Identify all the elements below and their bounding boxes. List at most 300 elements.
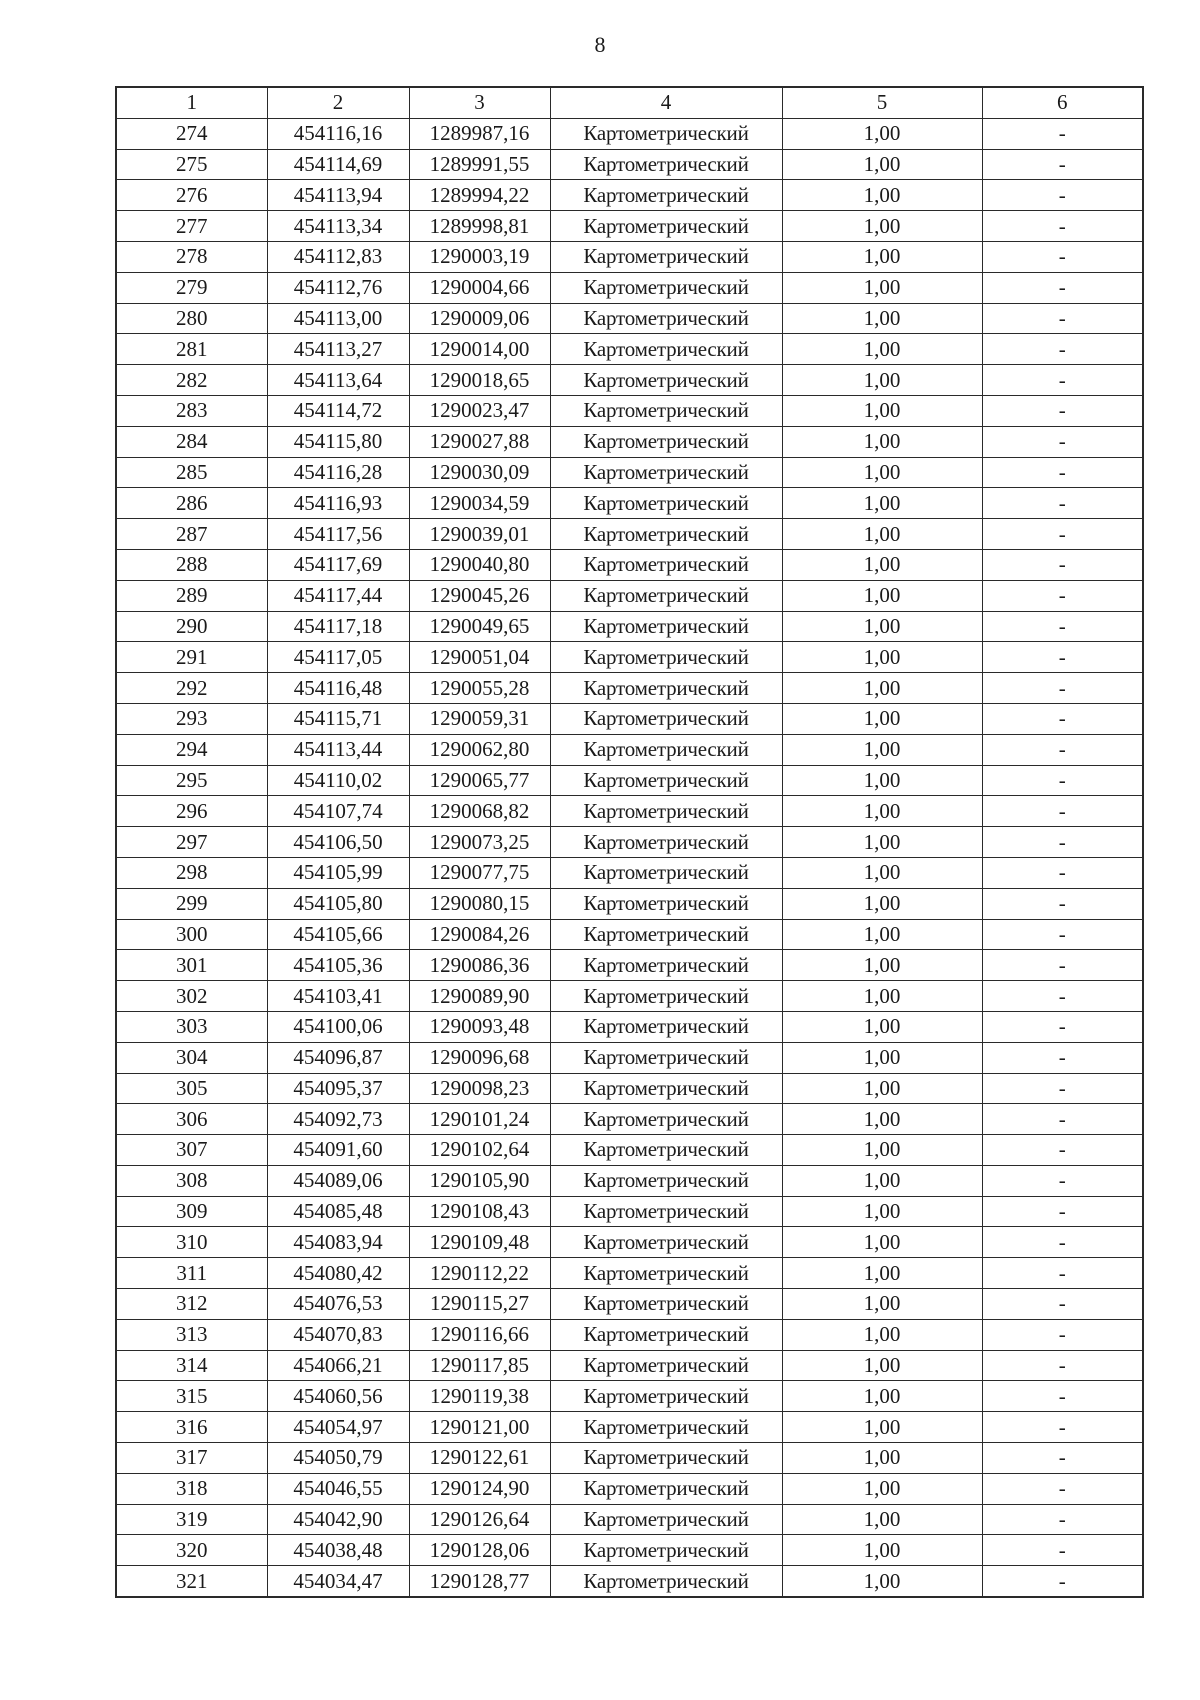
point-number-cell: 274 [116, 118, 267, 149]
table-row [116, 1381, 1143, 1412]
point-number-cell: 319 [116, 1504, 267, 1535]
y-coordinate-cell: 1290126,64 [409, 1504, 550, 1535]
point-number-cell: 282 [116, 365, 267, 396]
y-coordinate-cell: 1290084,26 [409, 919, 550, 950]
y-coordinate-cell: 1290108,43 [409, 1196, 550, 1227]
note-cell: - [982, 673, 1143, 704]
method-cell: Картометрический [550, 1350, 782, 1381]
table-row [116, 1073, 1143, 1104]
x-coordinate-cell: 454076,53 [267, 1289, 409, 1320]
point-number-cell: 303 [116, 1011, 267, 1042]
note-cell: - [982, 272, 1143, 303]
x-coordinate-cell: 454116,93 [267, 488, 409, 519]
accuracy-cell: 1,00 [782, 426, 982, 457]
y-coordinate-cell: 1290034,59 [409, 488, 550, 519]
y-coordinate-cell: 1290109,48 [409, 1227, 550, 1258]
y-coordinate-cell: 1290096,68 [409, 1042, 550, 1073]
method-cell: Картометрический [550, 365, 782, 396]
table-row [116, 118, 1143, 149]
x-coordinate-cell: 454085,48 [267, 1196, 409, 1227]
note-cell: - [982, 1165, 1143, 1196]
note-cell: - [982, 1504, 1143, 1535]
note-cell: - [982, 1412, 1143, 1443]
note-cell: - [982, 1289, 1143, 1320]
x-coordinate-cell: 454117,69 [267, 549, 409, 580]
x-coordinate-cell: 454105,36 [267, 950, 409, 981]
method-cell: Картометрический [550, 395, 782, 426]
method-cell: Картометрический [550, 1165, 782, 1196]
y-coordinate-cell: 1290098,23 [409, 1073, 550, 1104]
column-header: 3 [409, 87, 550, 118]
note-cell: - [982, 1196, 1143, 1227]
accuracy-cell: 1,00 [782, 1104, 982, 1135]
method-cell: Картометрический [550, 888, 782, 919]
table-row [116, 1535, 1143, 1566]
method-cell: Картометрический [550, 149, 782, 180]
method-cell: Картометрический [550, 1011, 782, 1042]
point-number-cell: 308 [116, 1165, 267, 1196]
point-number-cell: 306 [116, 1104, 267, 1135]
accuracy-cell: 1,00 [782, 1011, 982, 1042]
y-coordinate-cell: 1290119,38 [409, 1381, 550, 1412]
y-coordinate-cell: 1290128,77 [409, 1566, 550, 1597]
point-number-cell: 276 [116, 180, 267, 211]
note-cell: - [982, 118, 1143, 149]
point-number-cell: 300 [116, 919, 267, 950]
x-coordinate-cell: 454054,97 [267, 1412, 409, 1443]
point-number-cell: 286 [116, 488, 267, 519]
table-row [116, 1504, 1143, 1535]
x-coordinate-cell: 454116,28 [267, 457, 409, 488]
accuracy-cell: 1,00 [782, 1227, 982, 1258]
y-coordinate-cell: 1290059,31 [409, 703, 550, 734]
note-cell: - [982, 827, 1143, 858]
y-coordinate-cell: 1290049,65 [409, 611, 550, 642]
table-row [116, 1443, 1143, 1474]
column-header: 6 [982, 87, 1143, 118]
note-cell: - [982, 426, 1143, 457]
y-coordinate-cell: 1290039,01 [409, 519, 550, 550]
accuracy-cell: 1,00 [782, 241, 982, 272]
table-row [116, 796, 1143, 827]
x-coordinate-cell: 454083,94 [267, 1227, 409, 1258]
note-cell: - [982, 642, 1143, 673]
accuracy-cell: 1,00 [782, 1319, 982, 1350]
method-cell: Картометрический [550, 1381, 782, 1412]
method-cell: Картометрический [550, 673, 782, 704]
y-coordinate-cell: 1290009,06 [409, 303, 550, 334]
point-number-cell: 293 [116, 703, 267, 734]
x-coordinate-cell: 454103,41 [267, 981, 409, 1012]
note-cell: - [982, 1011, 1143, 1042]
note-cell: - [982, 1443, 1143, 1474]
y-coordinate-cell: 1290122,61 [409, 1443, 550, 1474]
x-coordinate-cell: 454070,83 [267, 1319, 409, 1350]
table-row [116, 1350, 1143, 1381]
x-coordinate-cell: 454080,42 [267, 1258, 409, 1289]
note-cell: - [982, 1135, 1143, 1166]
table-row [116, 149, 1143, 180]
accuracy-cell: 1,00 [782, 334, 982, 365]
method-cell: Картометрический [550, 1196, 782, 1227]
table-row [116, 549, 1143, 580]
point-number-cell: 320 [116, 1535, 267, 1566]
method-cell: Картометрический [550, 118, 782, 149]
accuracy-cell: 1,00 [782, 211, 982, 242]
table-row [116, 395, 1143, 426]
accuracy-cell: 1,00 [782, 1073, 982, 1104]
y-coordinate-cell: 1290080,15 [409, 888, 550, 919]
y-coordinate-cell: 1290115,27 [409, 1289, 550, 1320]
y-coordinate-cell: 1290014,00 [409, 334, 550, 365]
accuracy-cell: 1,00 [782, 1443, 982, 1474]
method-cell: Картометрический [550, 1073, 782, 1104]
method-cell: Картометрический [550, 796, 782, 827]
point-number-cell: 298 [116, 857, 267, 888]
note-cell: - [982, 1042, 1143, 1073]
method-cell: Картометрический [550, 272, 782, 303]
y-coordinate-cell: 1290101,24 [409, 1104, 550, 1135]
method-cell: Картометрический [550, 950, 782, 981]
point-number-cell: 317 [116, 1443, 267, 1474]
table-row [116, 1011, 1143, 1042]
table-row [116, 303, 1143, 334]
point-number-cell: 313 [116, 1319, 267, 1350]
point-number-cell: 287 [116, 519, 267, 550]
y-coordinate-cell: 1290124,90 [409, 1473, 550, 1504]
note-cell: - [982, 1566, 1143, 1597]
accuracy-cell: 1,00 [782, 1473, 982, 1504]
method-cell: Картометрический [550, 488, 782, 519]
note-cell: - [982, 981, 1143, 1012]
note-cell: - [982, 1104, 1143, 1135]
y-coordinate-cell: 1290062,80 [409, 734, 550, 765]
method-cell: Картометрический [550, 703, 782, 734]
point-number-cell: 321 [116, 1566, 267, 1597]
point-number-cell: 288 [116, 549, 267, 580]
accuracy-cell: 1,00 [782, 519, 982, 550]
point-number-cell: 296 [116, 796, 267, 827]
y-coordinate-cell: 1290117,85 [409, 1350, 550, 1381]
accuracy-cell: 1,00 [782, 1196, 982, 1227]
accuracy-cell: 1,00 [782, 703, 982, 734]
table-row [116, 241, 1143, 272]
point-number-cell: 281 [116, 334, 267, 365]
table-row [116, 488, 1143, 519]
y-coordinate-cell: 1290065,77 [409, 765, 550, 796]
y-coordinate-cell: 1290121,00 [409, 1412, 550, 1443]
x-coordinate-cell: 454105,66 [267, 919, 409, 950]
table-row [116, 1196, 1143, 1227]
x-coordinate-cell: 454105,99 [267, 857, 409, 888]
point-number-cell: 299 [116, 888, 267, 919]
point-number-cell: 297 [116, 827, 267, 858]
method-cell: Картометрический [550, 1135, 782, 1166]
point-number-cell: 291 [116, 642, 267, 673]
point-number-cell: 294 [116, 734, 267, 765]
x-coordinate-cell: 454113,44 [267, 734, 409, 765]
point-number-cell: 315 [116, 1381, 267, 1412]
x-coordinate-cell: 454112,83 [267, 241, 409, 272]
point-number-cell: 302 [116, 981, 267, 1012]
method-cell: Картометрический [550, 426, 782, 457]
method-cell: Картометрический [550, 241, 782, 272]
point-number-cell: 311 [116, 1258, 267, 1289]
accuracy-cell: 1,00 [782, 827, 982, 858]
point-number-cell: 310 [116, 1227, 267, 1258]
table-row [116, 981, 1143, 1012]
accuracy-cell: 1,00 [782, 303, 982, 334]
table-body [116, 118, 1143, 1597]
note-cell: - [982, 488, 1143, 519]
table-row [116, 642, 1143, 673]
table-row [116, 457, 1143, 488]
note-cell: - [982, 1350, 1143, 1381]
column-header: 1 [116, 87, 267, 118]
y-coordinate-cell: 1289998,81 [409, 211, 550, 242]
y-coordinate-cell: 1290116,66 [409, 1319, 550, 1350]
x-coordinate-cell: 454110,02 [267, 765, 409, 796]
x-coordinate-cell: 454113,34 [267, 211, 409, 242]
y-coordinate-cell: 1290027,88 [409, 426, 550, 457]
note-cell: - [982, 888, 1143, 919]
y-coordinate-cell: 1290102,64 [409, 1135, 550, 1166]
table-row [116, 426, 1143, 457]
y-coordinate-cell: 1290112,22 [409, 1258, 550, 1289]
x-coordinate-cell: 454100,06 [267, 1011, 409, 1042]
point-number-cell: 309 [116, 1196, 267, 1227]
y-coordinate-cell: 1290077,75 [409, 857, 550, 888]
accuracy-cell: 1,00 [782, 1165, 982, 1196]
method-cell: Картометрический [550, 1319, 782, 1350]
x-coordinate-cell: 454092,73 [267, 1104, 409, 1135]
table-row [116, 519, 1143, 550]
note-cell: - [982, 1258, 1143, 1289]
note-cell: - [982, 303, 1143, 334]
method-cell: Картометрический [550, 857, 782, 888]
table-row [116, 673, 1143, 704]
x-coordinate-cell: 454117,05 [267, 642, 409, 673]
x-coordinate-cell: 454113,64 [267, 365, 409, 396]
method-cell: Картометрический [550, 1104, 782, 1135]
y-coordinate-cell: 1290086,36 [409, 950, 550, 981]
y-coordinate-cell: 1290051,04 [409, 642, 550, 673]
accuracy-cell: 1,00 [782, 950, 982, 981]
method-cell: Картометрический [550, 642, 782, 673]
method-cell: Картометрический [550, 180, 782, 211]
accuracy-cell: 1,00 [782, 1135, 982, 1166]
x-coordinate-cell: 454107,74 [267, 796, 409, 827]
point-number-cell: 304 [116, 1042, 267, 1073]
x-coordinate-cell: 454117,56 [267, 519, 409, 550]
accuracy-cell: 1,00 [782, 642, 982, 673]
x-coordinate-cell: 454095,37 [267, 1073, 409, 1104]
table-row [116, 180, 1143, 211]
x-coordinate-cell: 454066,21 [267, 1350, 409, 1381]
point-number-cell: 280 [116, 303, 267, 334]
method-cell: Картометрический [550, 1535, 782, 1566]
column-header: 2 [267, 87, 409, 118]
method-cell: Картометрический [550, 765, 782, 796]
method-cell: Картометрический [550, 211, 782, 242]
table-row [116, 1289, 1143, 1320]
note-cell: - [982, 734, 1143, 765]
accuracy-cell: 1,00 [782, 1381, 982, 1412]
method-cell: Картометрический [550, 549, 782, 580]
point-number-cell: 283 [116, 395, 267, 426]
coordinates-table [115, 86, 1144, 1598]
table-row [116, 1135, 1143, 1166]
point-number-cell: 285 [116, 457, 267, 488]
point-number-cell: 284 [116, 426, 267, 457]
method-cell: Картометрический [550, 827, 782, 858]
table-row [116, 950, 1143, 981]
note-cell: - [982, 1535, 1143, 1566]
note-cell: - [982, 703, 1143, 734]
method-cell: Картометрический [550, 1258, 782, 1289]
y-coordinate-cell: 1290073,25 [409, 827, 550, 858]
accuracy-cell: 1,00 [782, 796, 982, 827]
accuracy-cell: 1,00 [782, 395, 982, 426]
x-coordinate-cell: 454050,79 [267, 1443, 409, 1474]
accuracy-cell: 1,00 [782, 981, 982, 1012]
note-cell: - [982, 1227, 1143, 1258]
point-number-cell: 316 [116, 1412, 267, 1443]
method-cell: Картометрический [550, 1227, 782, 1258]
table-row [116, 1165, 1143, 1196]
method-cell: Картометрический [550, 519, 782, 550]
note-cell: - [982, 1381, 1143, 1412]
y-coordinate-cell: 1290055,28 [409, 673, 550, 704]
point-number-cell: 318 [116, 1473, 267, 1504]
note-cell: - [982, 1073, 1143, 1104]
method-cell: Картометрический [550, 981, 782, 1012]
table-row [116, 919, 1143, 950]
x-coordinate-cell: 454113,94 [267, 180, 409, 211]
method-cell: Картометрический [550, 580, 782, 611]
accuracy-cell: 1,00 [782, 1535, 982, 1566]
x-coordinate-cell: 454116,16 [267, 118, 409, 149]
table-row [116, 1319, 1143, 1350]
point-number-cell: 301 [116, 950, 267, 981]
method-cell: Картометрический [550, 1566, 782, 1597]
note-cell: - [982, 1319, 1143, 1350]
page-number: 8 [594, 32, 606, 57]
y-coordinate-cell: 1289987,16 [409, 118, 550, 149]
x-coordinate-cell: 454116,48 [267, 673, 409, 704]
accuracy-cell: 1,00 [782, 118, 982, 149]
x-coordinate-cell: 454046,55 [267, 1473, 409, 1504]
table-row [116, 334, 1143, 365]
method-cell: Картометрический [550, 1443, 782, 1474]
x-coordinate-cell: 454042,90 [267, 1504, 409, 1535]
table-row [116, 734, 1143, 765]
accuracy-cell: 1,00 [782, 888, 982, 919]
accuracy-cell: 1,00 [782, 365, 982, 396]
y-coordinate-cell: 1290003,19 [409, 241, 550, 272]
table-row [116, 827, 1143, 858]
accuracy-cell: 1,00 [782, 857, 982, 888]
table-row [116, 1227, 1143, 1258]
y-coordinate-cell: 1290093,48 [409, 1011, 550, 1042]
method-cell: Картометрический [550, 1412, 782, 1443]
point-number-cell: 292 [116, 673, 267, 704]
note-cell: - [982, 549, 1143, 580]
method-cell: Картометрический [550, 919, 782, 950]
note-cell: - [982, 241, 1143, 272]
accuracy-cell: 1,00 [782, 149, 982, 180]
accuracy-cell: 1,00 [782, 1289, 982, 1320]
table-row [116, 211, 1143, 242]
accuracy-cell: 1,00 [782, 734, 982, 765]
x-coordinate-cell: 454114,72 [267, 395, 409, 426]
table-row [116, 1104, 1143, 1135]
note-cell: - [982, 149, 1143, 180]
x-coordinate-cell: 454096,87 [267, 1042, 409, 1073]
method-cell: Картометрический [550, 1042, 782, 1073]
note-cell: - [982, 1473, 1143, 1504]
x-coordinate-cell: 454113,00 [267, 303, 409, 334]
point-number-cell: 312 [116, 1289, 267, 1320]
x-coordinate-cell: 454115,80 [267, 426, 409, 457]
accuracy-cell: 1,00 [782, 1258, 982, 1289]
column-header: 5 [782, 87, 982, 118]
point-number-cell: 275 [116, 149, 267, 180]
accuracy-cell: 1,00 [782, 765, 982, 796]
note-cell: - [982, 796, 1143, 827]
accuracy-cell: 1,00 [782, 457, 982, 488]
x-coordinate-cell: 454114,69 [267, 149, 409, 180]
point-number-cell: 305 [116, 1073, 267, 1104]
y-coordinate-cell: 1290030,09 [409, 457, 550, 488]
accuracy-cell: 1,00 [782, 673, 982, 704]
accuracy-cell: 1,00 [782, 1042, 982, 1073]
table-row [116, 365, 1143, 396]
method-cell: Картометрический [550, 734, 782, 765]
y-coordinate-cell: 1290004,66 [409, 272, 550, 303]
x-coordinate-cell: 454112,76 [267, 272, 409, 303]
accuracy-cell: 1,00 [782, 1350, 982, 1381]
point-number-cell: 277 [116, 211, 267, 242]
table-row [116, 1258, 1143, 1289]
note-cell: - [982, 765, 1143, 796]
x-coordinate-cell: 454089,06 [267, 1165, 409, 1196]
note-cell: - [982, 457, 1143, 488]
note-cell: - [982, 950, 1143, 981]
note-cell: - [982, 211, 1143, 242]
point-number-cell: 289 [116, 580, 267, 611]
accuracy-cell: 1,00 [782, 488, 982, 519]
x-coordinate-cell: 454091,60 [267, 1135, 409, 1166]
y-coordinate-cell: 1290045,26 [409, 580, 550, 611]
method-cell: Картометрический [550, 303, 782, 334]
table-row [116, 703, 1143, 734]
x-coordinate-cell: 454113,27 [267, 334, 409, 365]
accuracy-cell: 1,00 [782, 1504, 982, 1535]
note-cell: - [982, 611, 1143, 642]
column-header: 4 [550, 87, 782, 118]
point-number-cell: 290 [116, 611, 267, 642]
note-cell: - [982, 919, 1143, 950]
note-cell: - [982, 580, 1143, 611]
accuracy-cell: 1,00 [782, 1566, 982, 1597]
method-cell: Картометрический [550, 334, 782, 365]
x-coordinate-cell: 454117,18 [267, 611, 409, 642]
y-coordinate-cell: 1290068,82 [409, 796, 550, 827]
note-cell: - [982, 180, 1143, 211]
accuracy-cell: 1,00 [782, 580, 982, 611]
point-number-cell: 314 [116, 1350, 267, 1381]
